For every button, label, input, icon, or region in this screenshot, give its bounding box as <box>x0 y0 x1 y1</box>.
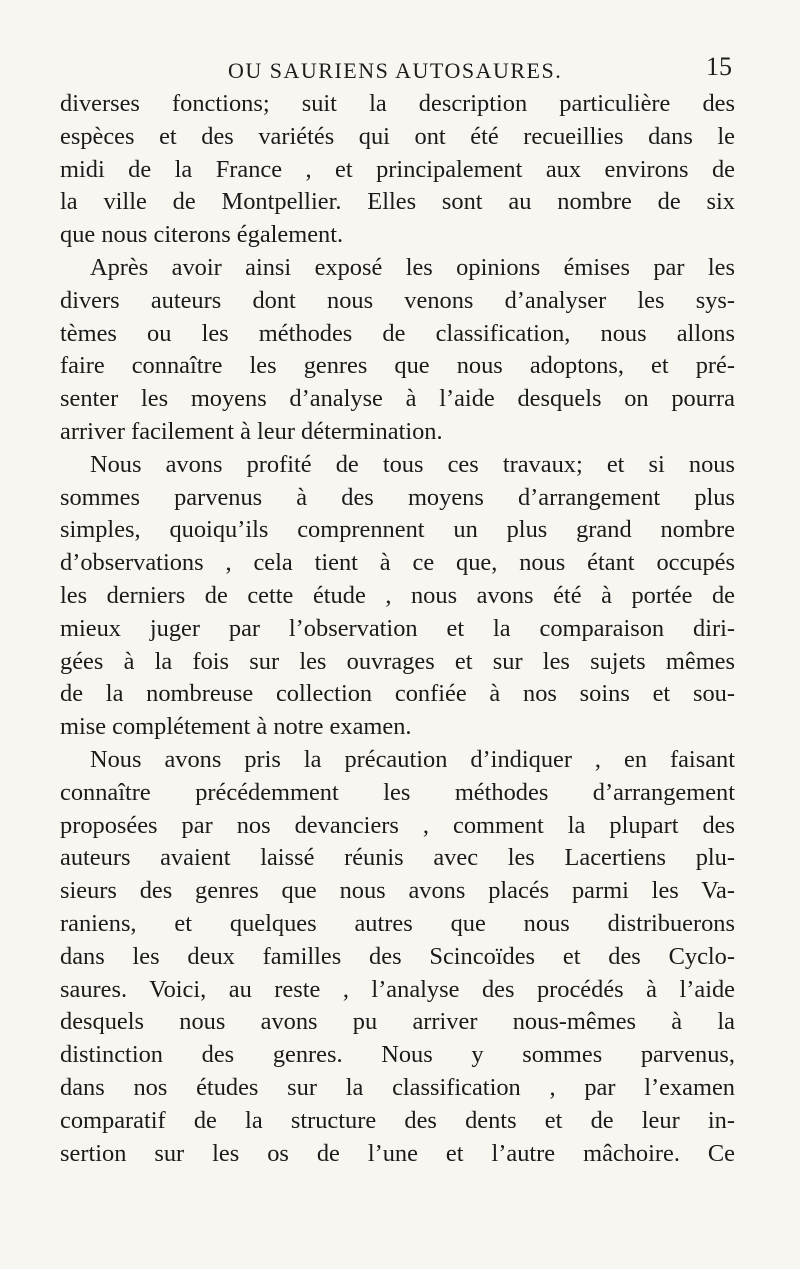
text-line: comparatif de la structure des dents et de leur in- <box>60 1106 735 1134</box>
text-line: distinction des genres. Nous y sommes parvenus, <box>60 1041 735 1069</box>
text-line: arriver facilement à leur détermination. <box>60 417 443 445</box>
text-line: desquels nous avons pu arriver nous-mêmes à la <box>60 1008 735 1036</box>
text-line: divers auteurs dont nous venons d’analyser les sys- <box>60 286 735 314</box>
text-line: gées à la fois sur les ouvrages et sur les sujets mêmes <box>60 647 735 675</box>
text-line: connaître précédemment les méthodes d’arrangement <box>60 778 735 806</box>
text-line: sertion sur les os de l’une et l’autre mâchoire. Ce <box>60 1139 735 1167</box>
text-line: d’observations , cela tient à ce que, nous étant occupés <box>60 549 735 577</box>
text-line: Après avoir ainsi exposé les opinions émises par les <box>90 253 735 281</box>
text-line: que nous citerons également. <box>60 221 344 249</box>
text-line: mise complétement à notre examen. <box>60 713 412 741</box>
text-line: de la nombreuse collection confiée à nos soins et sou- <box>60 680 735 708</box>
page-header <box>92 52 732 86</box>
text-line: diverses fonctions; suit la description particulière des <box>60 90 735 117</box>
body-text <box>60 88 735 1170</box>
text-line: raniens, et quelques autres que nous distribuerons <box>60 909 735 937</box>
text-line: proposées par nos devanciers , comment la plupart des <box>60 811 735 839</box>
text-line: mieux juger par l’observation et la comparaison diri- <box>60 614 735 642</box>
running-head: OU SAURIENS AUTOSAURES. <box>228 58 563 83</box>
text-line: tèmes ou les méthodes de classification, nous allons <box>60 319 735 347</box>
page-number: 15 <box>706 52 732 81</box>
text-line: les derniers de cette étude , nous avons été à portée de <box>60 581 735 609</box>
text-line: saures. Voici, au reste , l’analyse des procédés à l’aide <box>60 975 735 1003</box>
text-line: espèces et des variétés qui ont été recueillies dans le <box>60 122 735 150</box>
text-line: la ville de Montpellier. Elles sont au nombre de six <box>60 188 735 216</box>
text-line: simples, quoiqu’ils comprennent un plus grand nombre <box>60 516 735 544</box>
text-line: senter les moyens d’analyse à l’aide desquels on pourra <box>60 385 735 413</box>
text-line: Nous avons profité de tous ces travaux; et si nous <box>90 450 735 478</box>
text-line: dans nos études sur la classification , par l’examen <box>60 1073 735 1101</box>
text-line: midi de la France , et principalement aux environs de <box>60 155 735 183</box>
text-line: sommes parvenus à des moyens d’arrangement plus <box>60 483 735 511</box>
text-line: Nous avons pris la précaution d’indiquer , en faisant <box>90 745 735 773</box>
text-line: dans les deux familles des Scincoïdes et des Cyclo- <box>60 942 735 970</box>
text-line: auteurs avaient laissé réunis avec les Lacertiens plu- <box>60 844 735 872</box>
text-line: faire connaître les genres que nous adoptons, et pré- <box>60 352 735 380</box>
text-line: sieurs des genres que nous avons placés parmi les Va- <box>60 877 735 905</box>
